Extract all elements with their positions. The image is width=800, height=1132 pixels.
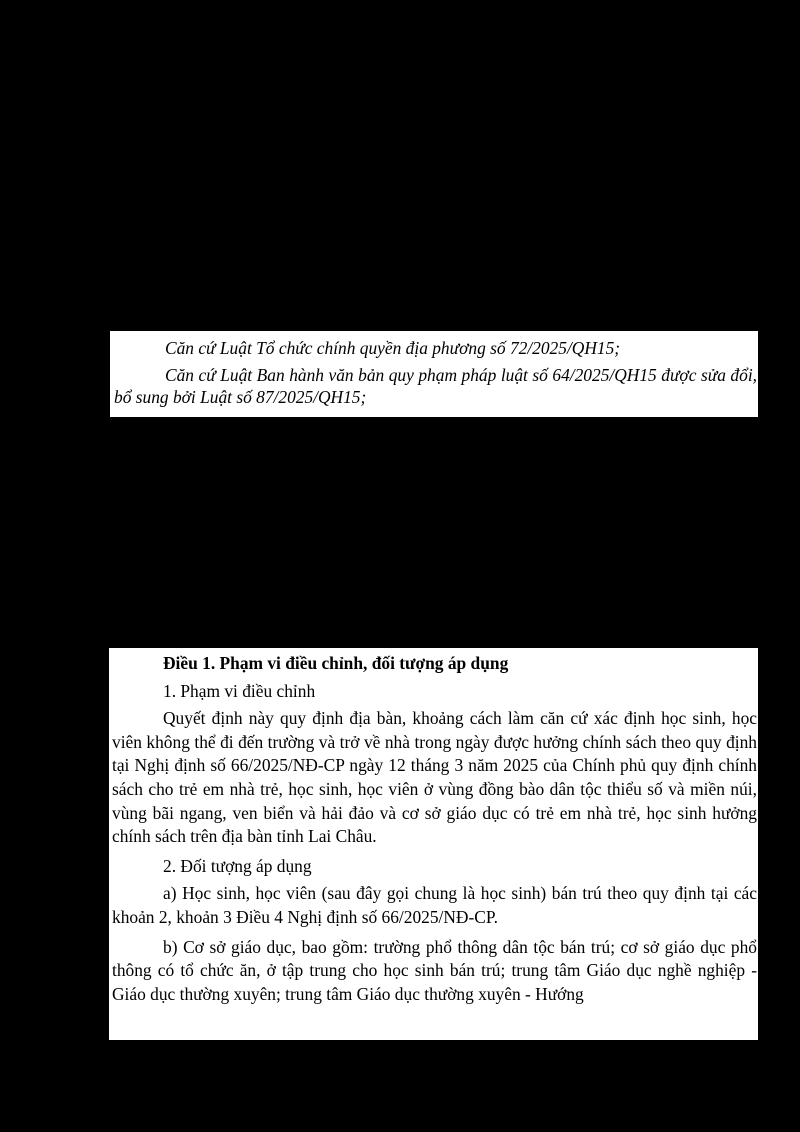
section-1-title: 1. Phạm vi điều chỉnh xyxy=(163,680,316,701)
preamble-panel xyxy=(110,331,758,417)
article-panel xyxy=(109,648,758,1040)
legal-basis-2: Căn cứ Luật Ban hành văn bản quy phạm pháp luật số 64/2025/QH15 được sửa đổi, bổ sung bởi Luật số 87/2025/QH15; xyxy=(114,365,757,407)
article-heading: Điều 1. Phạm vi điều chỉnh, đối tượng áp dụng xyxy=(163,653,509,673)
section-2-item-b: b) Cơ sở giáo dục, bao gồm: trường phổ thông dân tộc bán trú; cơ sở giáo dục phổ thông có tổ chức ăn, ở tập trung cho học sinh bán trú; trung tâm Giáo dục nghề nghiệp - Giáo dục thường xuyên; trung tâm Giáo dục thường xuyên - Hướng xyxy=(112,936,757,1004)
section-2-title: 2. Đối tượng áp dụng xyxy=(163,855,312,876)
section-2-item-a: a) Học sinh, học viên (sau đây gọi chung là học sinh) bán trú theo quy định tại các khoản 2, khoản 3 Điều 4 Nghị định số 66/2025/NĐ-CP. xyxy=(112,883,757,927)
legal-basis-1: Căn cứ Luật Tổ chức chính quyền địa phương số 72/2025/QH15; xyxy=(165,338,621,358)
section-1-body: Quyết định này quy định địa bàn, khoảng cách làm căn cứ xác định học sinh, học viên không thể đi đến trường và trở về nhà trong ngày được hưởng chính sách theo quy định tại Nghị định số 66/2025/NĐ-CP ngày 12 tháng 3 năm 2025 của Chính phủ quy định chính sách cho trẻ em nhà trẻ, học sinh, học viên ở vùng đồng bào dân tộc thiểu số và miền núi, vùng bãi ngang, ven biển và hải đảo và cơ sở giáo dục có trẻ em nhà trẻ, học sinh hưởng chính sách trên địa bàn tỉnh Lai Châu. xyxy=(112,708,757,847)
